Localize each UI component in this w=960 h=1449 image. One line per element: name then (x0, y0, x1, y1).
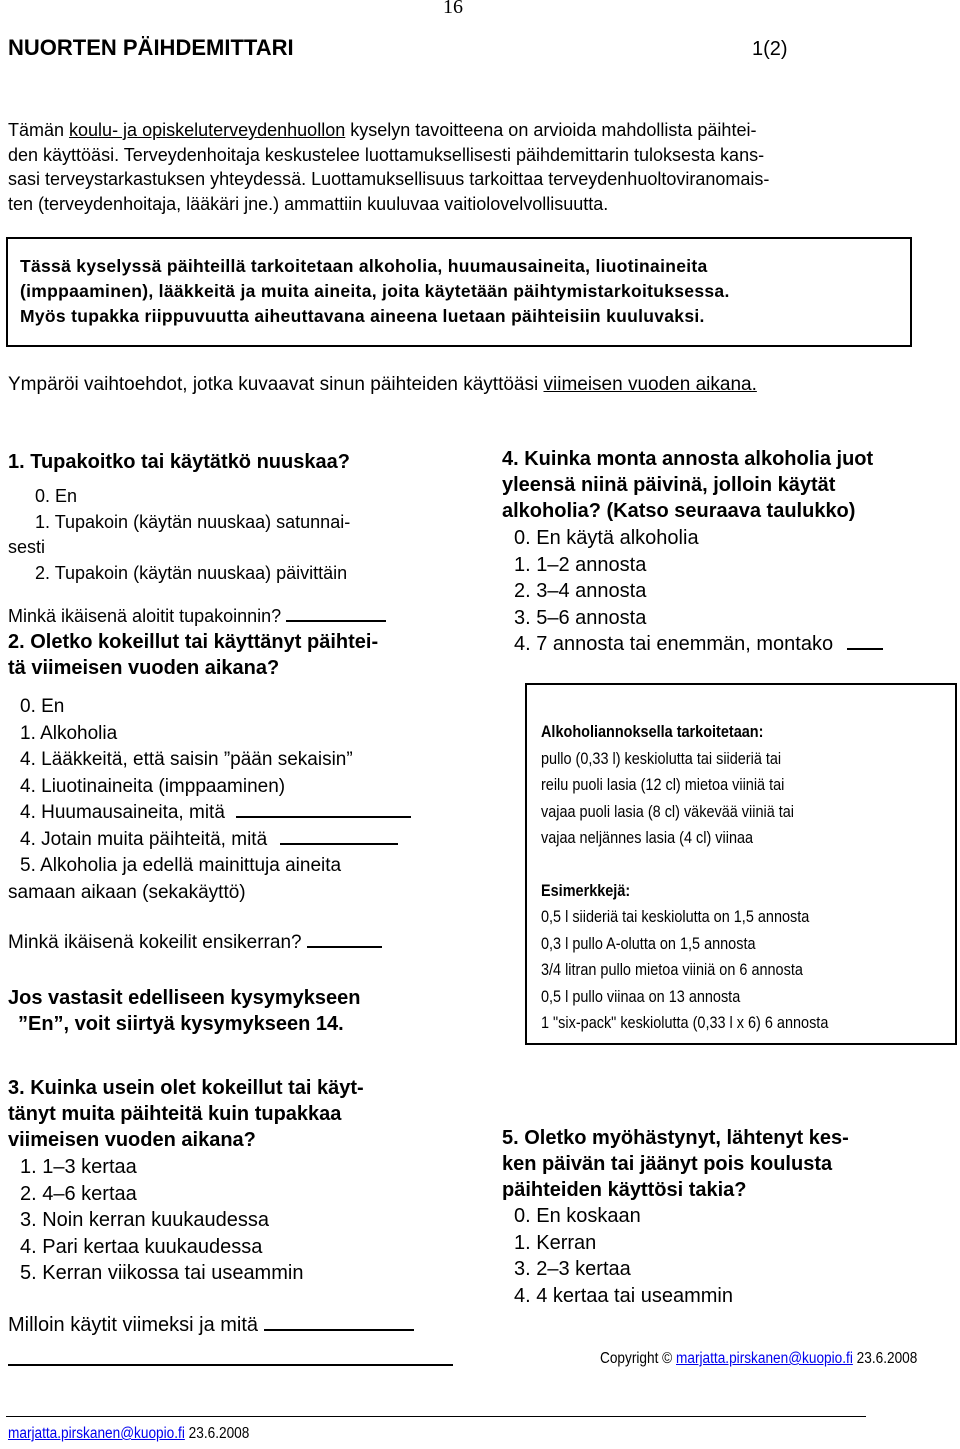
question-4 (502, 446, 873, 524)
question-2 (8, 629, 378, 681)
question-line: 4. Kuinka monta annosta alkoholia juot (502, 448, 874, 470)
intro-line (8, 118, 908, 143)
definition-line: Tässä kyselyssä päihteillä tarkoitetaan alkoholia, huumausaineita, liuotinaineita (20, 256, 708, 276)
copyright-prefix: Copyright © (600, 1350, 677, 1367)
first-try-age (8, 932, 382, 954)
option-continuation: sesti (8, 537, 46, 557)
copyright-date: 23.6.2008 (852, 1350, 918, 1367)
last-use-question: Milloin käytit viimeksi ja mitä (8, 1314, 259, 1336)
intro-text: Tämän (8, 120, 70, 140)
question-5 (502, 1125, 849, 1203)
option[interactable]: 4. Liuotinaineita (imppaaminen) (20, 775, 286, 797)
option[interactable]: 0. En (35, 486, 78, 506)
alcohol-portion-text (541, 719, 828, 1037)
portion-heading: Alkoholiannoksella tarkoitetaan: (541, 722, 764, 741)
question-line: tänyt muita päihteitä kuin tupakkaa (8, 1103, 342, 1125)
skip-line: Jos vastasit edelliseen kysymykseen (8, 987, 361, 1009)
spacer (541, 852, 828, 878)
portion-line: pullo (0,33 l) keskiolutta tai siideriä tai (541, 748, 782, 768)
example-line: 0,3 l pullo A-olutta on 1,5 annosta (541, 933, 756, 953)
page-number: 16 (443, 0, 463, 18)
option[interactable]: 3. Noin kerran kuukaudessa (20, 1209, 270, 1231)
definition-line: (imppaaminen), lääkkeitä ja muita aineita, joita käytetään päihtymistarkoituksessa. (20, 281, 730, 301)
example-line: 3/4 litran pullo mietoa viiniä on 6 annosta (541, 960, 803, 979)
answer-blank[interactable] (280, 843, 398, 845)
example-line: 1 "six-pack" keskiolutta (0,33 l x 6) 6 annosta (541, 1013, 829, 1032)
option[interactable]: 5. Kerran viikossa tai useammin (20, 1262, 304, 1284)
option[interactable]: 1. 1–3 kertaa (20, 1156, 137, 1178)
examples-heading: Esimerkkejä: (541, 880, 631, 900)
question-2-options (8, 694, 411, 906)
option[interactable]: 0. En käytä alkoholia (514, 527, 699, 549)
instruction-text: Ympäröi vaihtoehdot, jotka kuvaavat sinun päihteiden käyttöäsi (8, 374, 544, 395)
answer-blank[interactable] (236, 816, 411, 818)
footer-email-link[interactable]: marjatta.pirskanen@kuopio.fi (8, 1425, 185, 1442)
option[interactable]: 1. 1–2 annosta (514, 553, 647, 576)
option-label: 4. 7 annosta tai enemmän, montako (514, 633, 834, 655)
option[interactable]: 1. Alkoholia (20, 722, 118, 744)
intro-line: ten (terveydenhoitaja, lääkäri jne.) ammattiin kuuluvaa vaitiolovelvollisuutta. (8, 193, 609, 214)
option[interactable] (8, 827, 411, 854)
option-continuation: samaan aikaan (sekakäyttö) (8, 881, 246, 903)
question-3 (8, 1075, 364, 1153)
instruction-emphasis: viimeisen vuoden aikana. (543, 374, 757, 395)
definition-box (6, 237, 912, 347)
option[interactable]: 3. 5–6 annosta (514, 606, 647, 629)
school-health-care-text: koulu- ja opiskeluterveydenhuollon (69, 120, 346, 140)
footer-date: 23.6.2008 (184, 1425, 250, 1442)
question-1-options (8, 484, 350, 586)
example-line: 0,5 l pullo viinaa on 13 annosta (541, 986, 741, 1006)
option[interactable]: 0. En koskaan (514, 1205, 641, 1227)
last-use (8, 1314, 414, 1337)
definition-text (20, 254, 900, 329)
option[interactable]: 5. Alkoholia ja edellä mainittuja aineita (20, 855, 342, 876)
copyright-email-link[interactable]: marjatta.pirskanen@kuopio.fi (676, 1350, 853, 1367)
intro-paragraph (8, 118, 908, 216)
question-line: tä viimeisen vuoden aikana? (8, 657, 280, 679)
option-label: 4. Huumausaineita, mitä (20, 802, 225, 823)
question-line: 5. Oletko myöhästynyt, lähtenyt kes- (502, 1127, 849, 1149)
footer-divider (6, 1416, 866, 1417)
option[interactable]: 1. Kerran (514, 1231, 597, 1254)
option[interactable]: 0. En (20, 696, 65, 717)
answer-blank[interactable] (307, 946, 382, 948)
intro-text: kyselyn tavoitteena on arvioida mahdollista päihtei- (345, 120, 757, 140)
option[interactable] (514, 631, 883, 658)
question-5-options (514, 1203, 733, 1309)
option[interactable] (8, 800, 411, 827)
intro-line: den käyttöäsi. Terveydenhoitaja keskustelee luottamuksellisesti päihdemittarin tuloksesta kans- (8, 144, 765, 165)
question-line: päihteiden käyttösi takia? (502, 1179, 747, 1201)
portion-line: vajaa puoli lasia (8 cl) väkevää viiniä tai (541, 801, 795, 821)
age-question-text: Minkä ikäisenä aloitit tupakoinnin? (8, 606, 282, 626)
question-1: 1. Tupakoitko tai käytätkö nuuskaa? (8, 451, 350, 473)
option[interactable]: 2. Tupakoin (käytän nuuskaa) päivittäin (35, 562, 348, 583)
question-line: 2. Oletko kokeillut tai käyttänyt päihtei- (8, 631, 379, 653)
skip-line: ”En”, voit siirtyä kysymykseen 14. (18, 1013, 344, 1035)
skip-instruction (8, 985, 360, 1037)
alcohol-portion-box (525, 683, 957, 1045)
intro-line: sasi terveystarkastuksen yhteydessä. Luottamuksellisuus tarkoittaa terveydenhuoltoviranomais- (8, 169, 770, 189)
option[interactable]: 4. 4 kertaa tai useammin (514, 1284, 733, 1307)
question-line: 3. Kuinka usein olet kokeillut tai käyt- (8, 1077, 364, 1099)
answer-blank[interactable] (286, 620, 386, 622)
answer-blank[interactable] (847, 648, 883, 650)
question-3-options (20, 1154, 303, 1287)
footer (8, 1425, 249, 1443)
portion-line: reilu puoli lasia (12 cl) mietoa viiniä tai (541, 775, 785, 794)
option[interactable]: 2. 4–6 kertaa (20, 1182, 137, 1205)
portion-line: vajaa neljännes lasia (4 cl) viinaa (541, 828, 754, 847)
example-line: 0,5 l siideriä tai keskiolutta on 1,5 annosta (541, 907, 810, 926)
option[interactable]: 1. Tupakoin (käytän nuuskaa) satunnai- (35, 511, 351, 532)
copyright (600, 1350, 917, 1368)
page-indicator: 1(2) (752, 38, 788, 60)
age-question-text: Minkä ikäisenä kokeilit ensikerran? (8, 932, 302, 953)
question-line: alkoholia? (Katso seuraava taulukko) (502, 500, 856, 522)
answer-blank[interactable] (264, 1329, 414, 1331)
question-line: yleensä niinä päivinä, jolloin käytät (502, 474, 836, 496)
answer-blank[interactable] (8, 1364, 453, 1366)
question-line: viimeisen vuoden aikana? (8, 1129, 256, 1151)
option-label: 4. Jotain muita päihteitä, mitä (20, 828, 268, 850)
option[interactable]: 4. Pari kertaa kuukaudessa (20, 1235, 263, 1258)
instruction (8, 374, 757, 396)
page-title: NUORTEN PÄIHDEMITTARI (8, 35, 294, 60)
definition-line: Myös tupakka riippuvuutta aiheuttavana aineena luetaan päihteisiin kuuluvaksi. (20, 306, 705, 326)
question-line: ken päivän tai jäänyt pois koulusta (502, 1153, 833, 1175)
option[interactable]: 2. 3–4 annosta (514, 580, 647, 602)
option[interactable]: 4. Lääkkeitä, että saisin ”pään sekaisin” (20, 749, 353, 770)
option[interactable]: 3. 2–3 kertaa (514, 1258, 631, 1280)
smoking-start-age (8, 606, 386, 627)
question-4-options (514, 525, 883, 658)
